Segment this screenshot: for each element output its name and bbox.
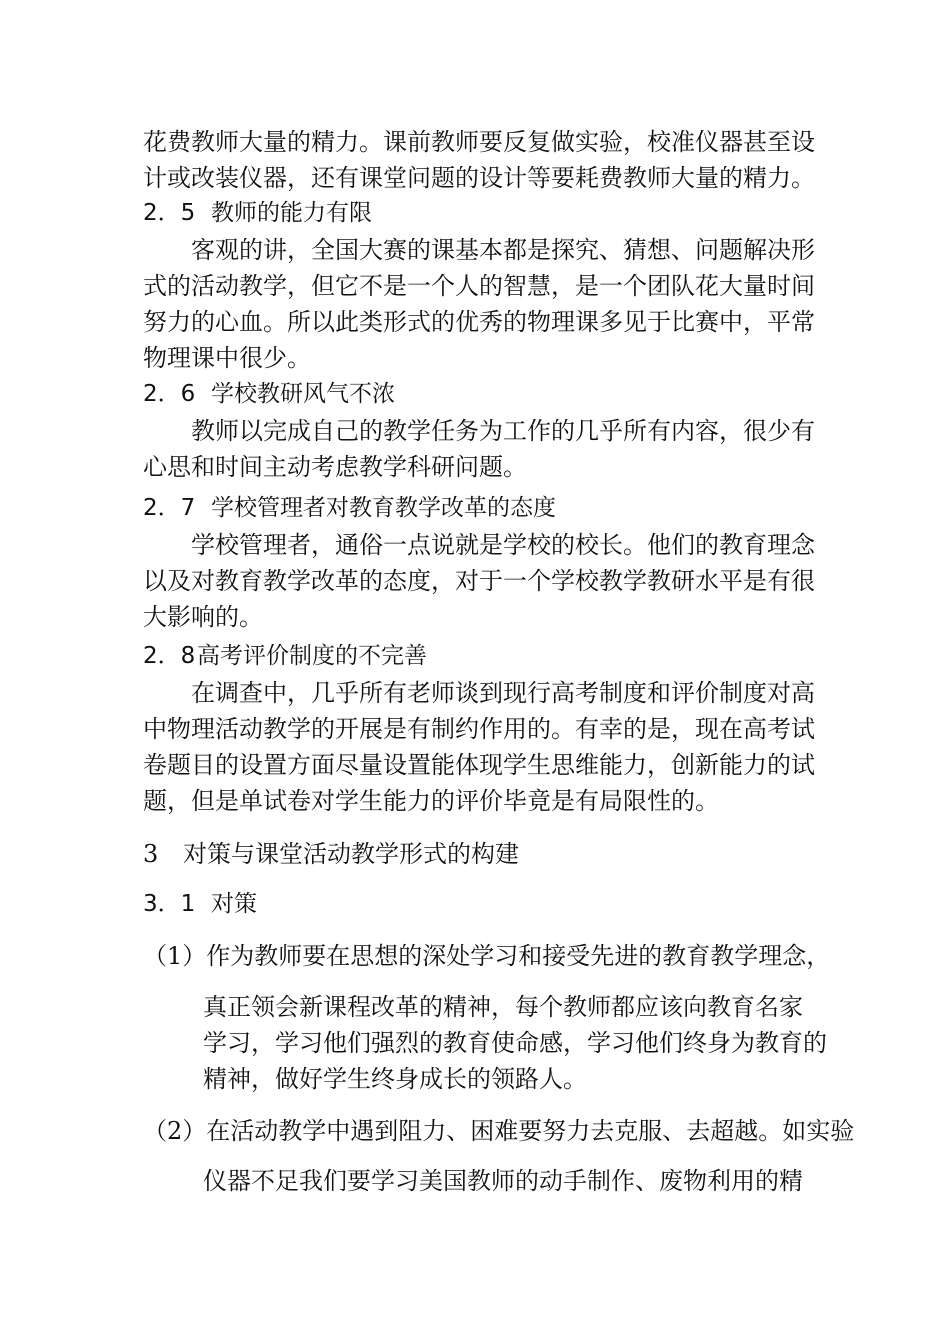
section-title: 学校管理者对教育教学改革的态度 <box>211 495 556 521</box>
list-item-first-line: （1）作为教师要在思想的深处学习和接受先进的教育教学理念， <box>143 942 831 970</box>
paragraph-line: 努力的心血。所以此类形式的优秀的物理课多见于比赛中，平常 <box>143 308 815 336</box>
list-item-first-line: （2）在活动教学中遇到阻力、困难要努力去克服、去超越。如实验 <box>143 1117 855 1145</box>
section-title: 高考评价制度的不完善 <box>197 643 427 669</box>
paragraph-line: 客观的讲，全国大赛的课基本都是探究、猜想、问题解决形 <box>191 236 815 264</box>
paragraph-line: 卷题目的设置方面尽量设置能体现学生思维能力，创新能力的试 <box>143 751 815 779</box>
paragraph-line: 计或改装仪器，还有课堂问题的设计等要耗费教师大量的精力。 <box>143 164 815 192</box>
paragraph-line: 式的活动教学，但它不是一个人的智慧，是一个团队花大量时间 <box>143 272 815 300</box>
section-heading-2-8 <box>143 638 427 674</box>
list-item-line: 精神，做好学生终身成长的领路人。 <box>203 1065 587 1093</box>
list-item-line: 真正领会新课程改革的精神，每个教师都应该向教育名家 <box>203 993 803 1021</box>
section-heading-3-1 <box>143 886 257 922</box>
list-item-line: 学习，学习他们强烈的教育使命感，学习他们终身为教育的 <box>203 1029 827 1057</box>
chapter-number: 3 <box>143 840 159 868</box>
paragraph-line: 学校管理者，通俗一点说就是学校的校长。他们的教育理念 <box>191 531 815 559</box>
section-number: 3．1 <box>143 891 196 917</box>
section-heading-2-6 <box>143 376 395 412</box>
paragraph-line: 大影响的。 <box>143 603 263 631</box>
section-heading-2-5 <box>143 195 372 231</box>
section-number: 2．6 <box>143 381 196 407</box>
paragraph-line: 以及对教育教学改革的态度，对于一个学校教学教研水平是有很 <box>143 567 815 595</box>
paragraph-line: 在调查中，几乎所有老师谈到现行高考制度和评价制度对高 <box>191 679 815 707</box>
section-heading-2-7 <box>143 490 556 526</box>
section-number: 2．8 <box>143 643 196 669</box>
paragraph-line: 中物理活动教学的开展是有制约作用的。有幸的是，现在高考试 <box>143 715 815 743</box>
paragraph-line: 花费教师大量的精力。课前教师要反复做实验，校准仪器甚至设 <box>143 128 815 156</box>
section-title: 学校教研风气不浓 <box>211 381 395 407</box>
list-item-line: 仪器不足我们要学习美国教师的动手制作、废物利用的精 <box>203 1167 803 1195</box>
paragraph-line: 教师以完成自己的教学任务为工作的几乎所有内容，很少有 <box>191 417 815 445</box>
section-title: 对策 <box>211 891 257 917</box>
paragraph-line: 心思和时间主动考虑教学科研问题。 <box>143 453 527 481</box>
section-title: 教师的能力有限 <box>211 200 372 226</box>
paragraph-line: 物理课中很少。 <box>143 344 311 372</box>
paragraph-line: 题，但是单试卷对学生能力的评价毕竟是有局限性的。 <box>143 787 719 815</box>
section-number: 2．5 <box>143 200 196 226</box>
section-number: 2．7 <box>143 495 196 521</box>
chapter-title: 对策与课堂活动教学形式的构建 <box>183 840 519 868</box>
chapter-heading-3 <box>143 836 519 872</box>
